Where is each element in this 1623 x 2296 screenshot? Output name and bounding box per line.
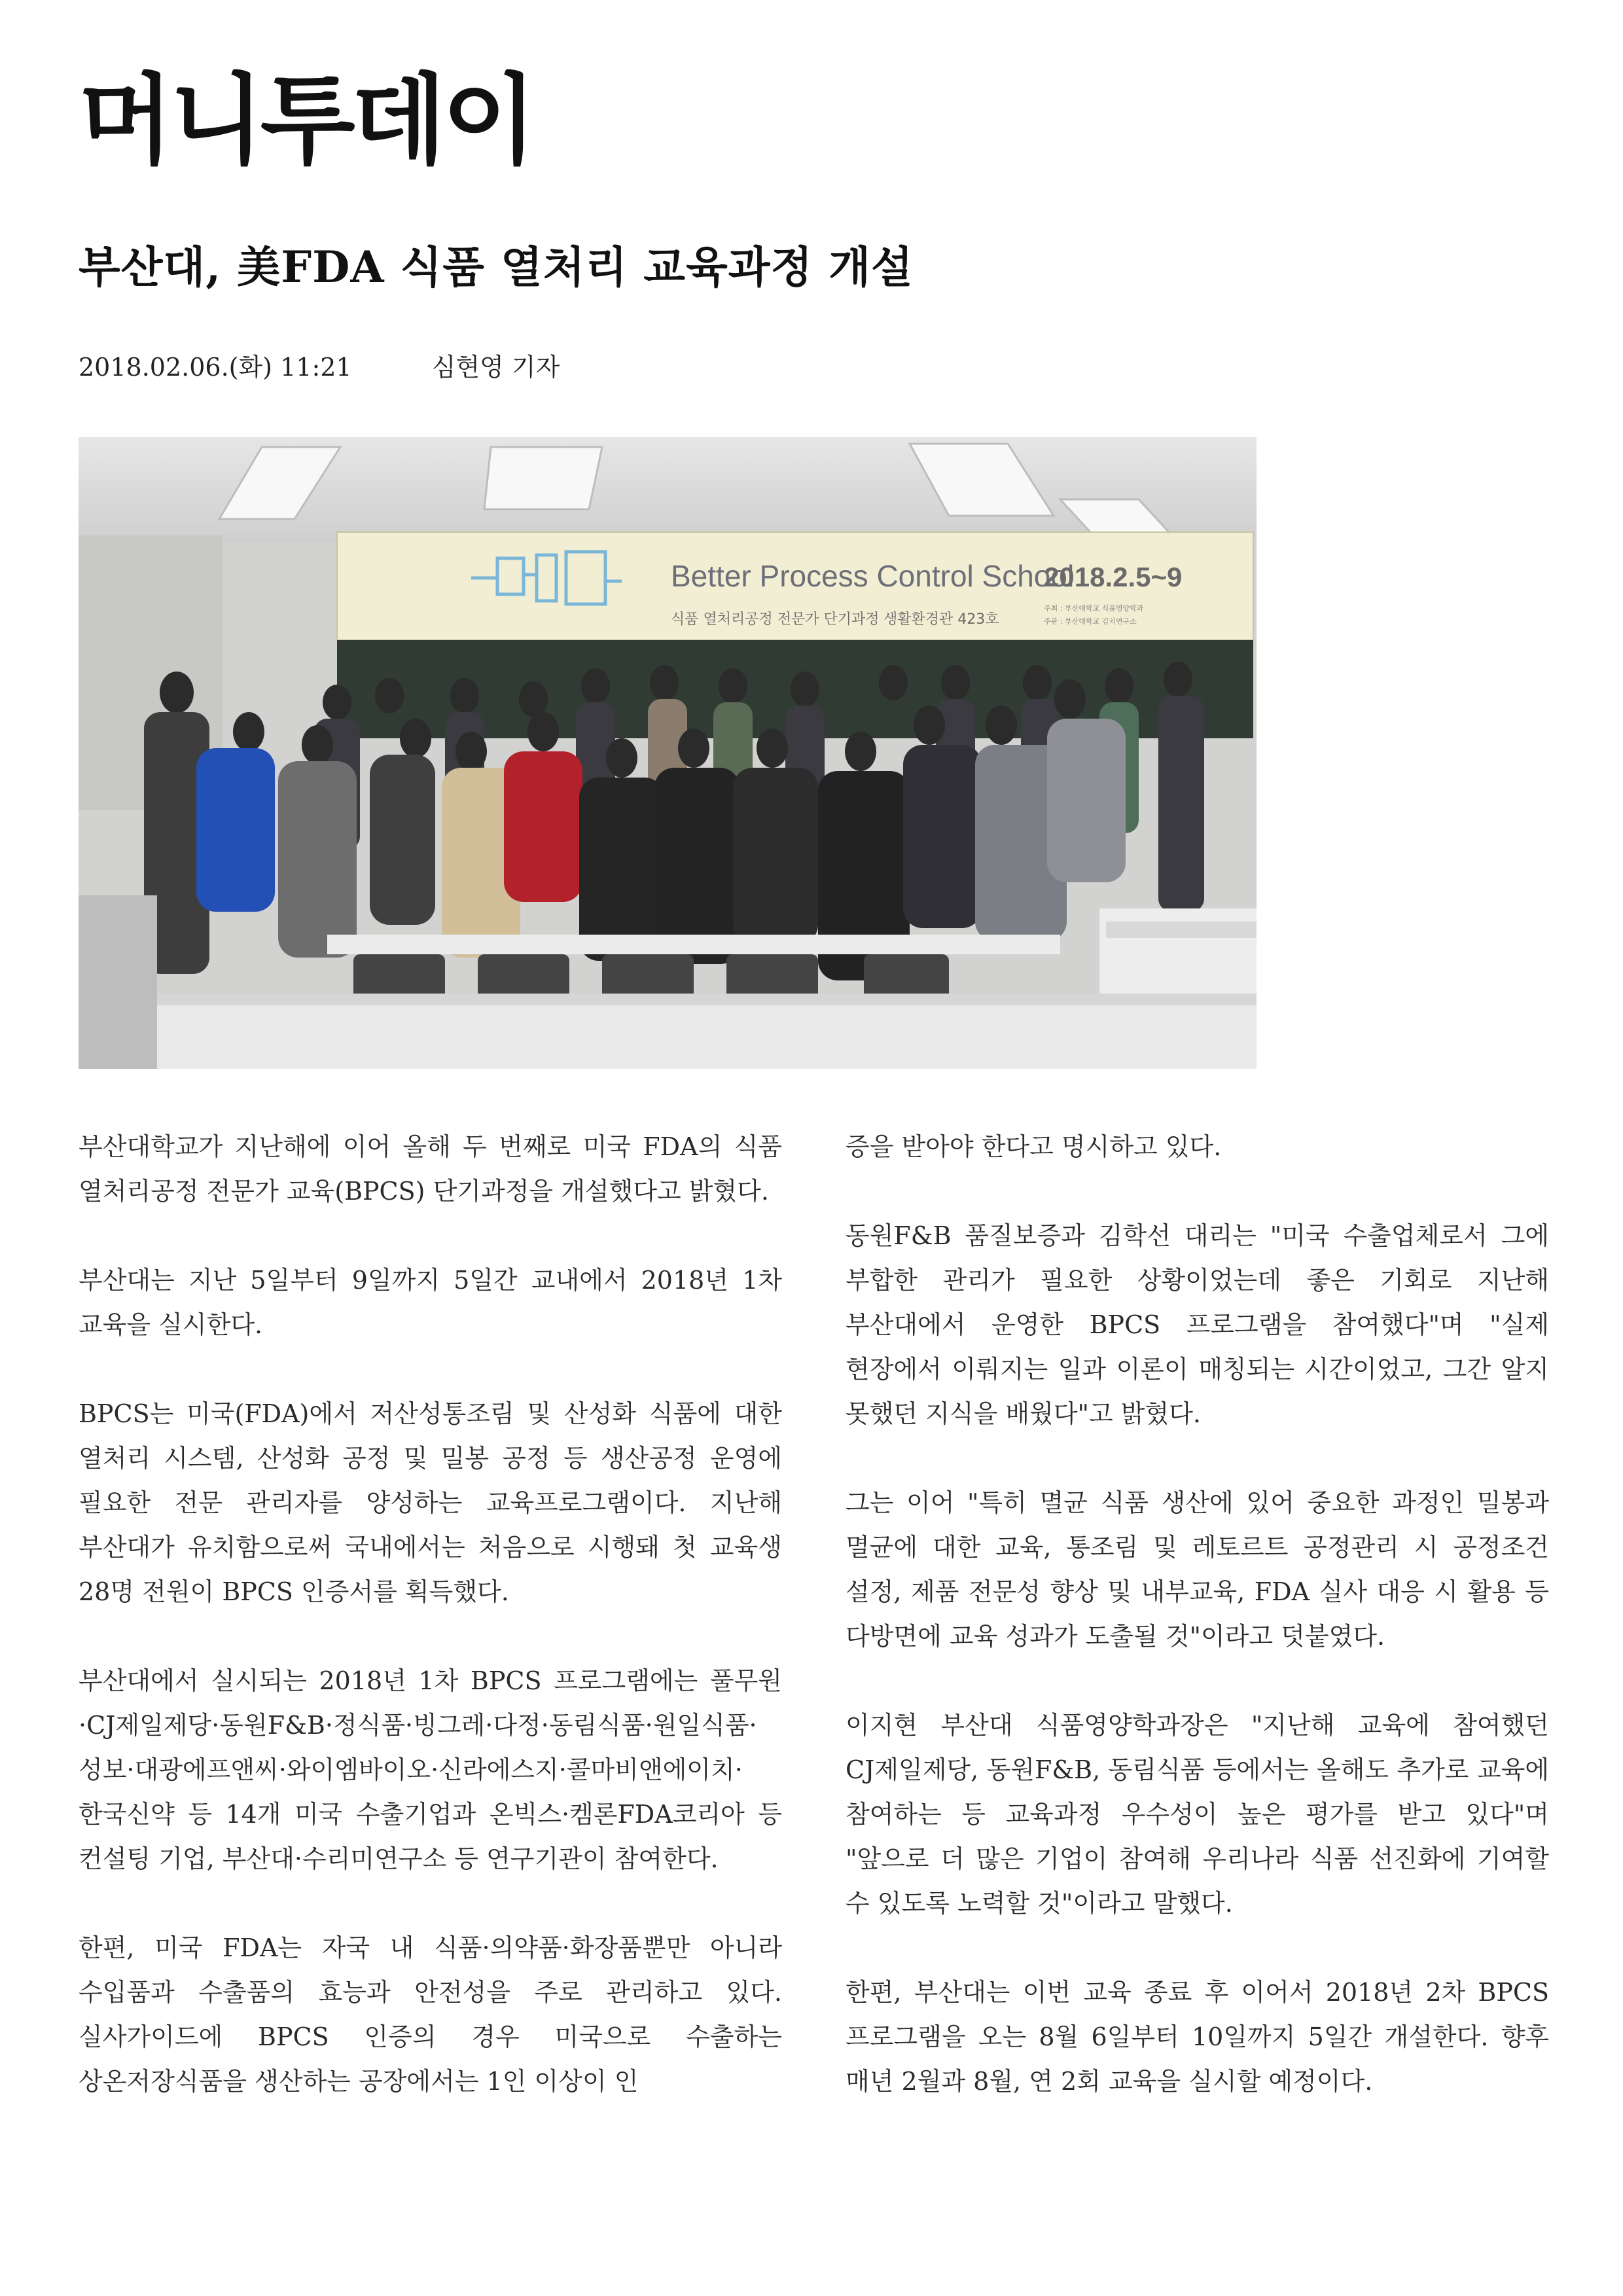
banner-location: 생활환경관 423호 — [883, 611, 999, 628]
body-paragraph: BPCS는 미국(FDA)에서 저산성통조림 및 산성화 식품에 대한 열처리 시스템, 산성화 공정 및 밀봉 공정 등 생산공정 운영에 필요한 전문 관리자를 양성하는 교육프로그램이다. 지난해 부산대가 유치함으로써 국내에서는 처음으로 시행돼 첫 교육생 28명 전원이 BPCS 인증서를 획득했다. — [79, 1399, 782, 1606]
banner-organizer-1: 주최 : 부산대학교 식품영양학과 — [1044, 604, 1144, 613]
banner-organizer-2: 주관 : 부산대학교 김치연구소 — [1044, 617, 1137, 626]
body-paragraph: 그는 이어 "특히 멸균 식품 생산에 있어 중요한 과정인 밀봉과 멸균에 대한 교육, 통조림 및 레토르트 공정관리 시 공정조건 설정, 제품 전문성 향상 및 내부교육, FDA 실사 대응 시 활용 등 다방면에 교육 성과가 도출될 것"이라고 덧붙였다. — [846, 1488, 1549, 1651]
article-photo — [79, 437, 1257, 1069]
body-paragraph: 동원F&B 품질보증과 김학선 대리는 "미국 수출업체로서 그에 부합한 관리가 필요한 상황이었는데 좋은 기회로 지난해 부산대에서 운영한 BPCS 프로그램을 참여했다"며 "실제 현장에서 이뤄지는 일과 이론이 매칭되는 시간이었고, 그간 알지 못했던 지식을 배웠다"고 밝혔다. — [846, 1221, 1549, 1428]
article-body-left-column — [79, 1124, 782, 2148]
article-date: 2018.02.06.(화) 11:21 — [79, 353, 352, 382]
banner-subtitle: 식품 열처리공정 전문가 단기과정 — [671, 611, 880, 628]
banner-date: 2018.2.5~9 — [1044, 562, 1183, 592]
body-paragraph: 한편, 미국 FDA는 자국 내 식품·의약품·화장품뿐만 아니라 수입품과 수출품의 효능과 안전성을 주로 관리하고 있다. 실사가이드에 BPCS 인증의 경우 미국으로 수출하는 상온저장식품을 생산하는 공장에서는 1인 이상이 인 — [79, 1933, 782, 2096]
body-paragraph: 한편, 부산대는 이번 교육 종료 후 이어서 2018년 2차 BPCS 프로그램을 오는 8월 6일부터 10일까지 5일간 개설한다. 향후 매년 2월과 8월, 연 2회 교육을 실시할 예정이다. — [846, 1978, 1549, 2096]
body-paragraph: 부산대는 지난 5일부터 9일까지 5일간 교내에서 2018년 1차 교육을 실시한다. — [79, 1266, 782, 1339]
article-body-right-column — [846, 1124, 1549, 2148]
banner-title: Better Process Control School — [671, 559, 1075, 593]
body-paragraph: 부산대학교가 지난해에 이어 올해 두 번째로 미국 FDA의 식품 열처리공정 전문가 교육(BPCS) 단기과정을 개설했다고 밝혔다. — [79, 1132, 782, 1206]
body-paragraph: 부산대에서 실시되는 2018년 1차 BPCS 프로그램에는 풀무원·CJ제일제당·동원F&B·정식품·빙그레·다정·동림식품·원일식품·성보·대광에프앤씨·와이엠바이오·신라에스지·콜마비앤에이치·한국신약 등 14개 미국 수출기업과 온빅스·켐론FDA코리아 등 컨설팅 기업, 부산대·수리미연구소 등 연구기관이 참여한다. — [79, 1666, 782, 1873]
body-paragraph: 이지현 부산대 식품영양학과장은 "지난해 교육에 참여했던 CJ제일제당, 동원F&B, 동림식품 등에서는 올해도 추가로 교육에 참여하는 등 교육과정 우수성이 높은 평가를 받고 있다"며 "앞으로 더 많은 기업이 참여해 우리나라 식품 선진화에 기여할 수 있도록 노력할 것"이라고 말했다. — [846, 1711, 1549, 1918]
article-headline: 부산대, 美FDA 식품 열처리 교육과정 개설 — [79, 242, 914, 293]
article-reporter: 심현영 기자 — [431, 353, 560, 382]
group-photo-illustration — [79, 437, 1257, 1069]
article-meta — [79, 347, 560, 383]
publication-logo[interactable]: 머니투데이 — [79, 64, 533, 178]
body-paragraph: 증을 받아야 한다고 명시하고 있다. — [846, 1132, 1222, 1161]
